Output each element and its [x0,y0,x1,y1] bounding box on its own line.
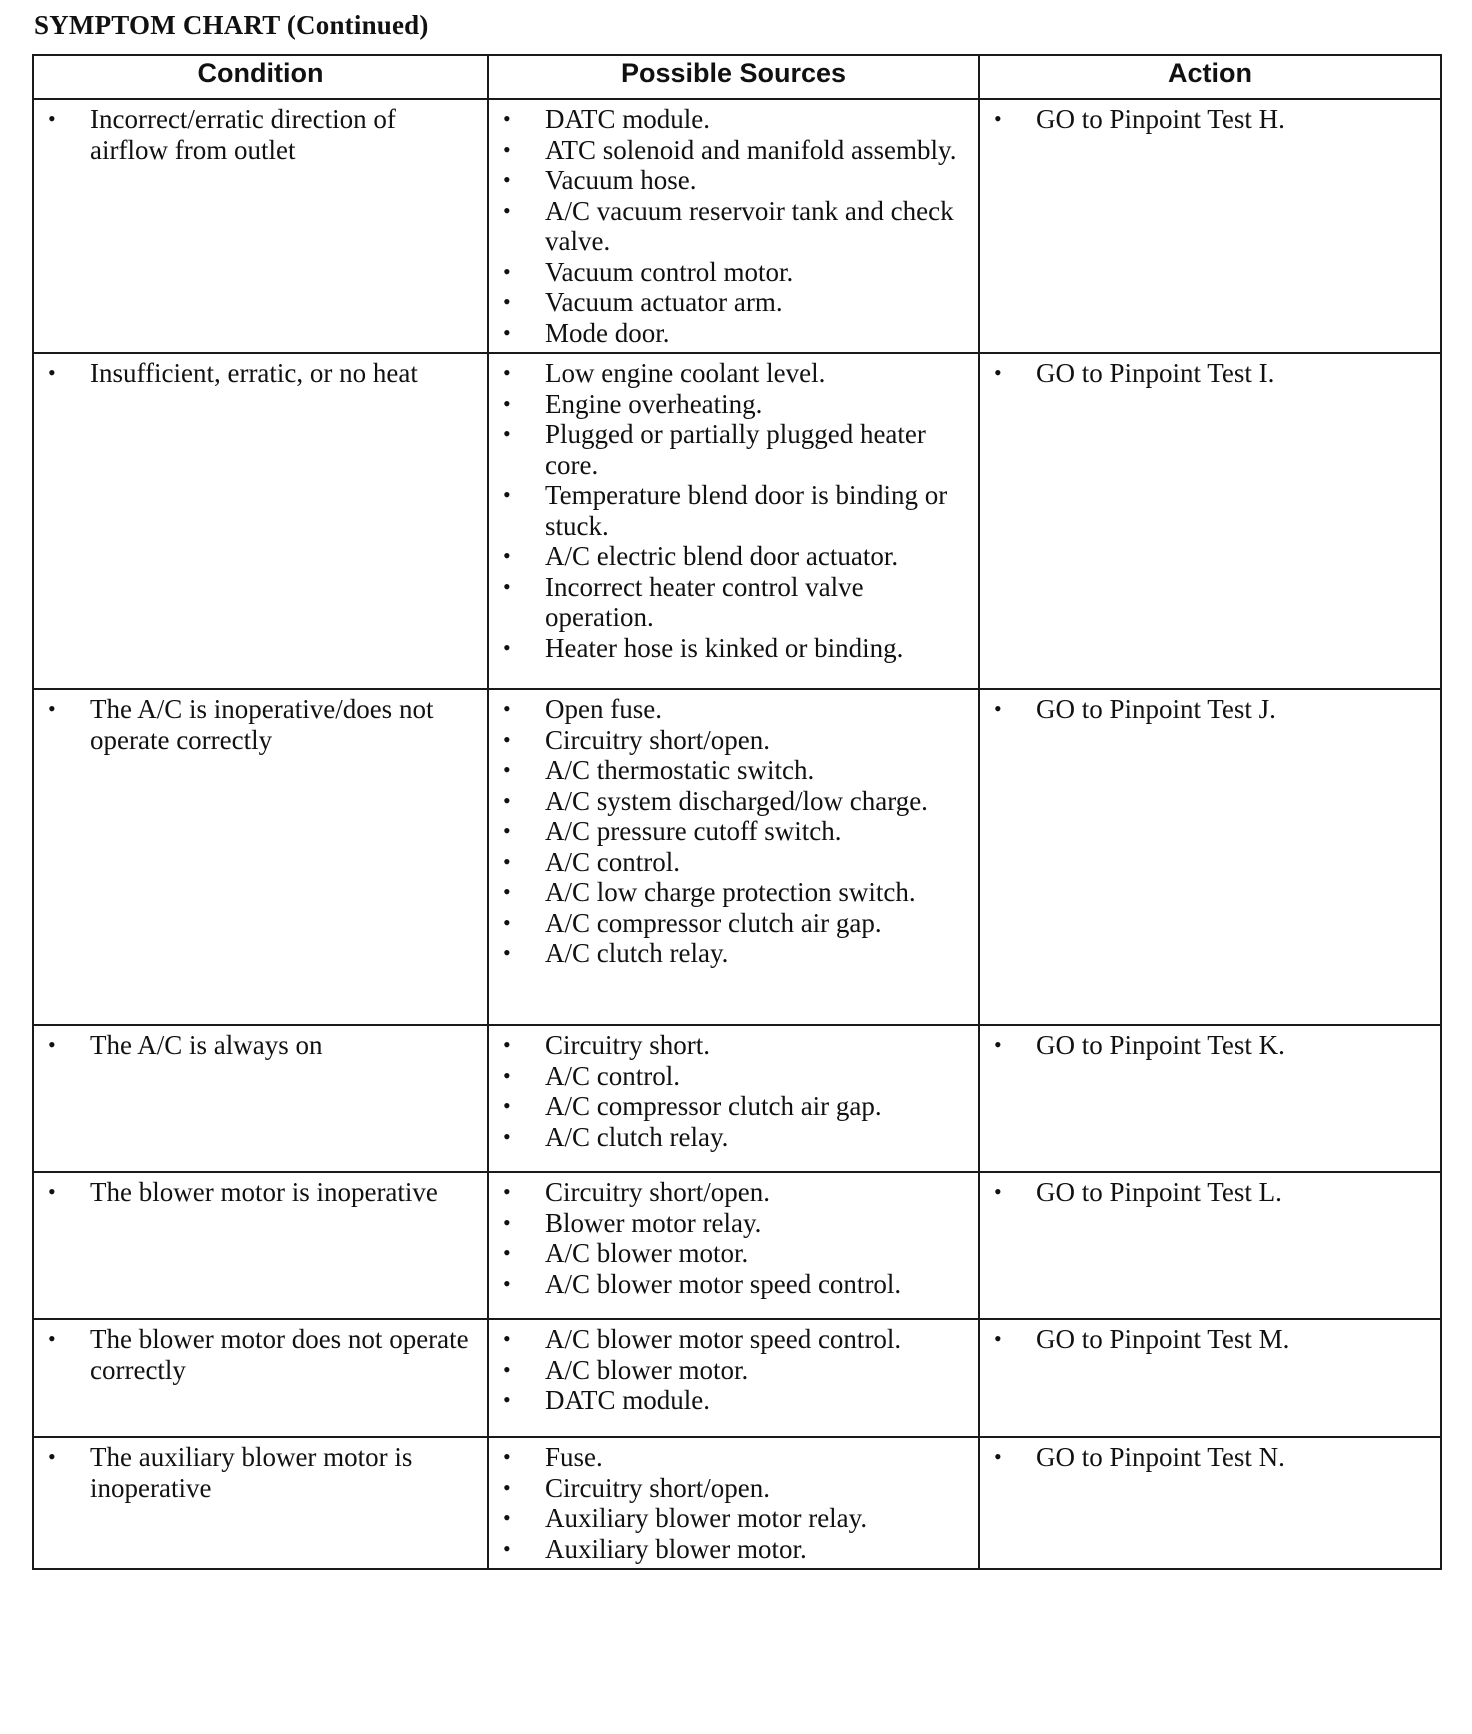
bullet-icon: • [503,289,511,314]
bullet-icon: • [503,1387,511,1412]
condition-list [34,1030,479,1061]
table-row [33,1437,1441,1569]
source-item [489,755,970,786]
condition-cell [33,353,488,689]
bullet-icon: • [503,1032,511,1057]
bullet-icon: • [503,1093,511,1118]
source-text: Auxiliary blower motor relay. [545,1503,868,1533]
source-item [489,257,970,288]
bullet-icon: • [503,818,511,843]
source-text: Circuitry short/open. [545,1177,770,1207]
condition-list [34,1324,479,1385]
action-item [980,1324,1432,1355]
condition-item [34,1324,479,1385]
action-list [980,1030,1432,1061]
action-text: GO to Pinpoint Test N. [1036,1442,1285,1472]
source-text: Low engine coolant level. [545,358,826,388]
bullet-icon: • [48,696,56,721]
table-row [33,353,1441,689]
bullet-icon: • [503,1209,511,1235]
source-item [489,908,970,939]
source-text: Heater hose is kinked or binding. [545,632,904,663]
bullet-icon: • [503,879,511,904]
action-list [980,104,1432,135]
action-item [980,1030,1432,1061]
action-cell [979,353,1441,689]
action-list [980,1442,1432,1473]
bullet-icon: • [503,573,511,599]
source-text: DATC module. [545,104,710,134]
bullet-icon: • [503,634,511,660]
bullet-icon: • [503,167,511,192]
source-item [489,1208,970,1239]
condition-list [34,694,479,755]
bullet-icon: • [503,543,511,568]
bullet-icon: • [503,258,511,284]
source-item [489,287,970,318]
bullet-icon: • [48,360,56,385]
possible-sources-cell [488,1025,979,1172]
action-item [980,104,1432,135]
bullet-icon: • [994,1179,1002,1204]
possible-sources-cell [488,689,979,1025]
source-text: A/C control. [545,846,680,877]
action-item [980,1442,1432,1473]
bullet-icon: • [994,106,1002,131]
table-row [33,1025,1441,1172]
symptom-table [32,54,1442,1570]
action-list [980,1177,1432,1208]
source-item [489,1503,970,1534]
action-cell [979,1172,1441,1319]
source-item [489,633,970,664]
source-item [489,1324,970,1355]
bullet-icon: • [503,848,511,874]
source-item [489,816,970,847]
source-item [489,1385,970,1416]
possible-sources-cell [488,1437,979,1569]
condition-cell [33,1437,488,1569]
source-text: A/C blower motor. [545,1354,749,1385]
source-text: Vacuum hose. [545,165,697,195]
source-item [489,572,970,633]
bullet-icon: • [503,1444,511,1469]
action-cell [979,99,1441,353]
source-text: Mode door. [545,317,670,348]
bullet-icon: • [48,106,56,131]
bullet-icon: • [503,319,511,345]
header-action: Action [979,55,1441,99]
source-item [489,1442,970,1473]
source-text: A/C thermostatic switch. [545,755,815,785]
source-text: Vacuum actuator arm. [545,287,783,317]
possible-sources-list [489,1442,970,1564]
condition-item [34,694,479,755]
bullet-icon: • [503,1505,511,1530]
source-item [489,938,970,969]
condition-item [34,1030,479,1061]
action-text: GO to Pinpoint Test I. [1036,358,1275,388]
source-item [489,1269,970,1300]
action-cell [979,1025,1441,1172]
source-item [489,196,970,257]
bullet-icon: • [503,1356,511,1382]
source-text: DATC module. [545,1385,710,1415]
condition-text: Insufficient, erratic, or no heat [90,358,418,388]
source-item [489,1238,970,1269]
source-item [489,541,970,572]
condition-text: The auxiliary blower motor is inoperative [90,1442,413,1503]
source-text: A/C low charge protection switch. [545,877,916,907]
action-text: GO to Pinpoint Test H. [1036,104,1285,134]
condition-cell [33,1319,488,1437]
source-text: Engine overheating. [545,388,763,419]
condition-text: The blower motor is inoperative [90,1177,438,1207]
action-text: GO to Pinpoint Test M. [1036,1324,1290,1354]
source-text: A/C blower motor speed control. [545,1268,902,1299]
bullet-icon: • [994,360,1002,385]
condition-text: The blower motor does not operate correctly [90,1324,469,1385]
condition-text: Incorrect/erratic direction of airflow from outlet [90,104,396,165]
bullet-icon: • [503,1326,511,1351]
condition-text: The A/C is always on [90,1030,323,1060]
source-item [489,318,970,349]
source-item [489,358,970,389]
source-text: Plugged or partially plugged heater core. [545,419,926,480]
possible-sources-cell [488,99,979,353]
header-row [33,55,1441,99]
chart-title: SYMPTOM CHART (Continued) [34,10,429,40]
condition-item [34,104,479,165]
source-item [489,1355,970,1386]
source-text: A/C electric blend door actuator. [545,541,899,571]
table-body [33,99,1441,1569]
possible-sources-cell [488,1172,979,1319]
source-item [489,135,970,166]
bullet-icon: • [503,1062,511,1088]
condition-item [34,1177,479,1208]
bullet-icon: • [503,757,511,782]
condition-item [34,1442,479,1503]
source-item [489,419,970,480]
source-text: Blower motor relay. [545,1207,762,1238]
source-text: Temperature blend door is binding or stuck. [545,480,948,541]
source-text: Open fuse. [545,694,662,724]
bullet-icon: • [503,1474,511,1500]
action-cell [979,1437,1441,1569]
bullet-icon: • [994,696,1002,721]
possible-sources-list [489,358,970,663]
action-text: GO to Pinpoint Test K. [1036,1030,1285,1060]
condition-cell [33,1172,488,1319]
source-text: A/C vacuum reservoir tank and check valve. [545,195,954,256]
source-item [489,1122,970,1153]
source-text: A/C system discharged/low charge. [545,785,928,816]
action-item [980,1177,1432,1208]
bullet-icon: • [994,1326,1002,1351]
source-text: A/C compressor clutch air gap. [545,907,882,938]
condition-list [34,1177,479,1208]
action-item [980,694,1432,725]
source-text: Auxiliary blower motor. [545,1533,807,1564]
header-condition: Condition [33,55,488,99]
condition-cell [33,1025,488,1172]
source-text: Vacuum control motor. [545,256,794,287]
action-cell [979,689,1441,1025]
action-text: GO to Pinpoint Test J. [1036,694,1276,724]
bullet-icon: • [503,390,511,416]
source-item [489,1061,970,1092]
possible-sources-list [489,1030,970,1152]
bullet-icon: • [503,360,511,385]
bullet-icon: • [503,726,511,752]
bullet-icon: • [503,696,511,721]
source-item [489,1091,970,1122]
source-item [489,694,970,725]
possible-sources-list [489,1324,970,1416]
table-row [33,1172,1441,1319]
table-row [33,1319,1441,1437]
bullet-icon: • [503,787,511,813]
source-text: A/C clutch relay. [545,1121,729,1152]
condition-list [34,104,479,165]
possible-sources-list [489,694,970,969]
source-text: Circuitry short/open. [545,1472,770,1503]
bullet-icon: • [503,940,511,965]
condition-cell [33,99,488,353]
bullet-icon: • [48,1326,56,1351]
bullet-icon: • [503,1535,511,1561]
action-text: GO to Pinpoint Test L. [1036,1177,1282,1207]
source-text: A/C blower motor speed control. [545,1324,902,1354]
source-text: A/C blower motor. [545,1238,749,1268]
condition-list [34,1442,479,1503]
action-list [980,694,1432,725]
possible-sources-cell [488,1319,979,1437]
bullet-icon: • [48,1444,56,1469]
source-text: A/C clutch relay. [545,938,729,968]
bullet-icon: • [503,136,511,162]
source-text: A/C control. [545,1060,680,1091]
possible-sources-list [489,1177,970,1299]
bullet-icon: • [994,1444,1002,1469]
condition-text: The A/C is inoperative/does not operate correctly [90,694,434,755]
possible-sources-list [489,104,970,348]
bullet-icon: • [503,1179,511,1204]
source-item [489,847,970,878]
bullet-icon: • [503,1270,511,1296]
bullet-icon: • [503,106,511,131]
condition-item [34,358,479,389]
condition-cell [33,689,488,1025]
bullet-icon: • [503,197,511,223]
action-list [980,1324,1432,1355]
bullet-icon: • [503,421,511,446]
source-item [489,104,970,135]
possible-sources-cell [488,353,979,689]
bullet-icon: • [503,1123,511,1149]
source-item [489,1473,970,1504]
source-item [489,165,970,196]
source-text: ATC solenoid and manifold assembly. [545,134,957,165]
bullet-icon: • [503,1240,511,1265]
bullet-icon: • [994,1032,1002,1057]
table-header [33,55,1441,99]
source-text: Circuitry short/open. [545,724,770,755]
table-row [33,689,1441,1025]
source-item [489,1177,970,1208]
source-item [489,725,970,756]
source-item [489,1534,970,1565]
source-text: A/C pressure cutoff switch. [545,816,842,846]
condition-list [34,358,479,389]
header-possible-sources: Possible Sources [488,55,979,99]
action-list [980,358,1432,389]
source-item [489,389,970,420]
source-item [489,877,970,908]
source-text: Incorrect heater control valve operation. [545,571,864,632]
bullet-icon: • [503,909,511,935]
bullet-icon: • [503,482,511,507]
source-text: A/C compressor clutch air gap. [545,1091,882,1121]
source-item [489,1030,970,1061]
source-item [489,786,970,817]
source-item [489,480,970,541]
action-cell [979,1319,1441,1437]
source-text: Fuse. [545,1442,603,1472]
bullet-icon: • [48,1179,56,1204]
source-text: Circuitry short. [545,1030,710,1060]
action-item [980,358,1432,389]
table-row [33,99,1441,353]
bullet-icon: • [48,1032,56,1057]
